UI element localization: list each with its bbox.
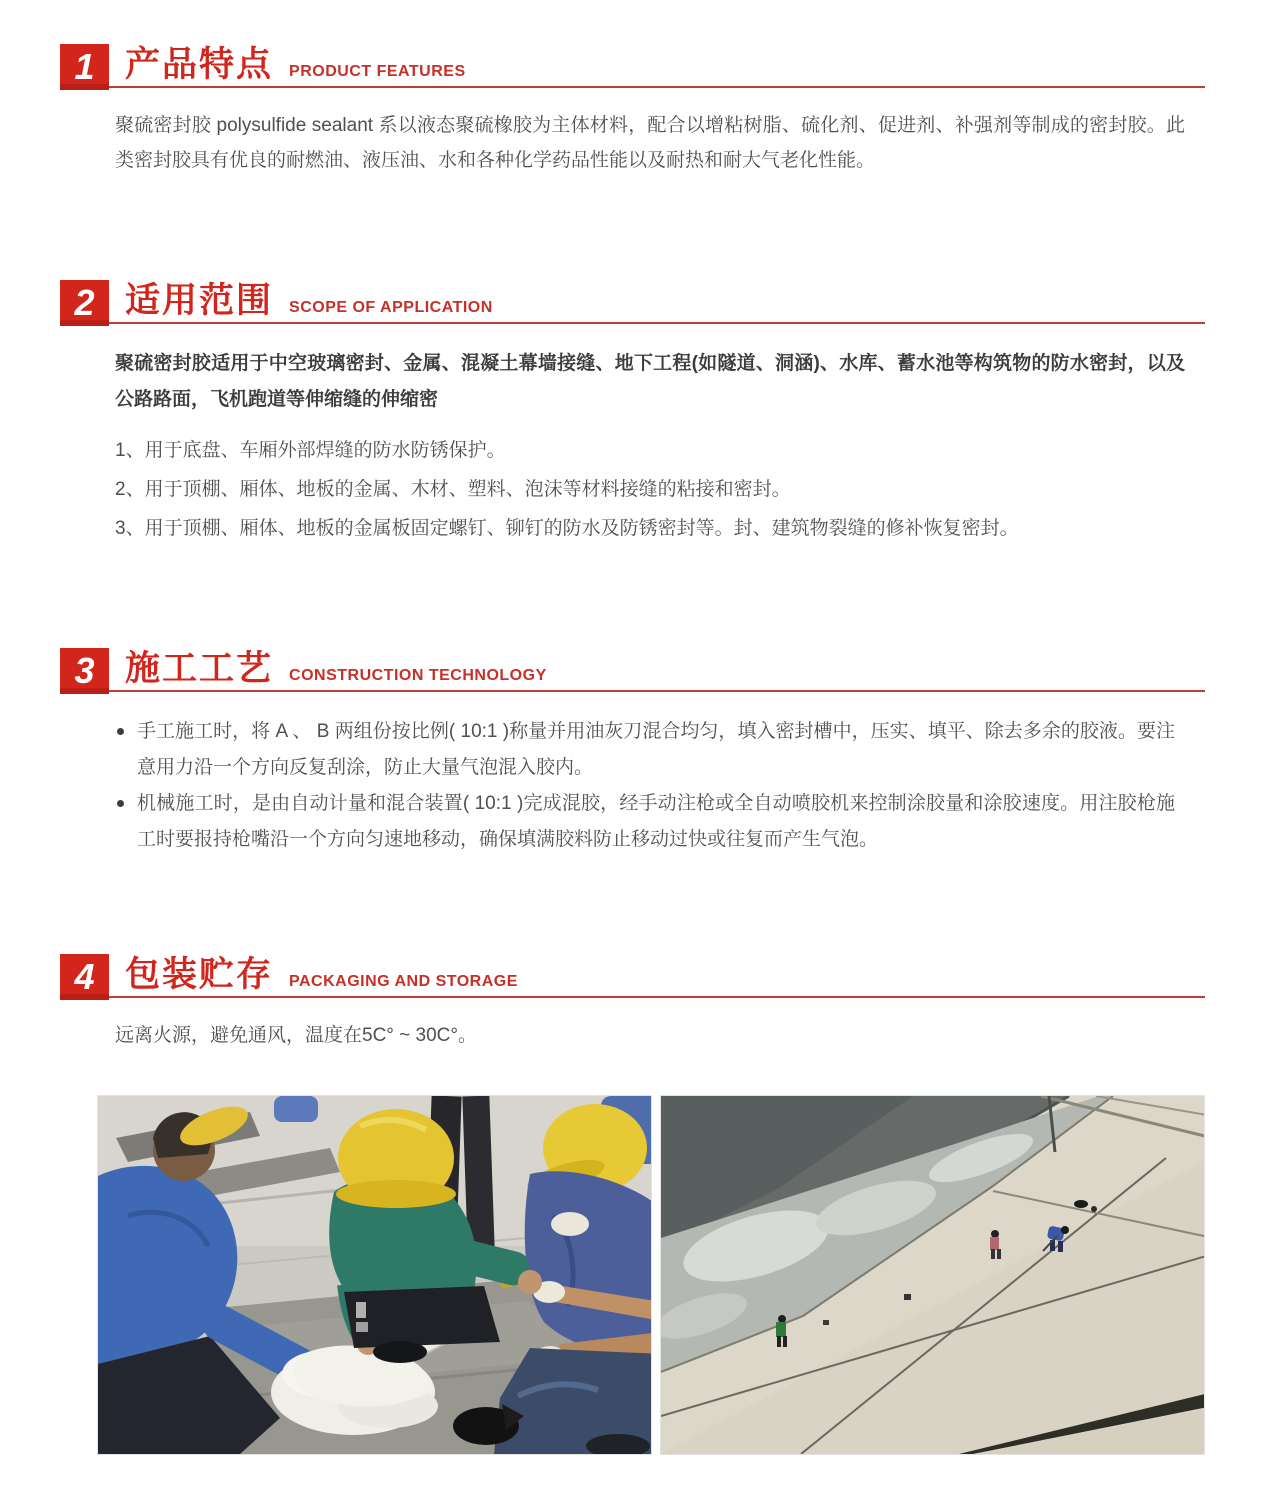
section-3-title-en: CONSTRUCTION TECHNOLOGY [289,667,547,684]
section-2-number-badge: 2 [60,280,109,326]
bullet-dot-icon [117,728,124,735]
product-features-paragraph: 聚硫密封胶 polysulfide sealant 系以液态聚硫橡胶为主体材料，配合以增粘树脂、硫化剂、促进剂、补强剂等制成的密封胶。此类密封胶具有优良的耐燃油、液压油、水和各种化学药品性能以及耐热和耐大气老化性能。 [115,115,1185,171]
photo-row [97,1095,1205,1455]
section-product-features [60,40,1205,178]
section-4-number-badge: 4 [60,954,109,1000]
section-3-number-badge: 3 [60,648,109,694]
section-packaging-and-storage [60,950,1205,1053]
construction-bullet-2 [115,786,1175,858]
section-3-header [60,644,1205,692]
embankment-slope-sealing-photo [660,1095,1205,1455]
section-4-title-en: PACKAGING AND STORAGE [289,973,518,990]
workers-applying-sealant-photo [97,1095,652,1455]
section-2-title-en: SCOPE OF APPLICATION [289,299,493,316]
section-4-header [60,950,1205,998]
section-construction-technology [60,644,1205,858]
scope-lead-paragraph: 聚硫密封胶适用于中空玻璃密封、金属、混凝土幕墙接缝、地下工程(如隧道、洞涵)、水库、蓄水池等构筑物的防水密封，以及公路路面，飞机跑道等伸缩缝的伸缩密 [115,353,1185,410]
scope-list-item-1: 1、用于底盘、车厢外部焊缝的防水防锈保护。 [115,440,506,461]
section-scope-of-application [60,276,1205,548]
scope-numbered-list [115,432,1185,548]
scope-list-item-2: 2、用于顶棚、厢体、地板的金属、木材、塑料、泡沫等材料接缝的粘接和密封。 [115,479,791,500]
construction-bullet-1 [115,714,1175,786]
section-2-header [60,276,1205,324]
scope-list-item-3: 3、用于顶棚、厢体、地板的金属板固定螺钉、铆钉的防水及防锈密封等。封、建筑物裂缝的修补恢复密封。 [115,518,1019,539]
construction-bullet-2-text: 机械施工时，是由自动计量和混合装置( 10:1 )完成混胶，经手动注枪或全自动喷胶机来控制涂胶量和涂胶速度。用注胶枪施工时要报持枪嘴沿一个方向匀速地移动，确保填满胶料防止移动过快或往复而产生气泡。 [137,793,1175,850]
section-1-title-cn: 产品特点 [125,45,274,84]
construction-bullet-list [115,714,1175,858]
section-1-title-en: PRODUCT FEATURES [289,63,466,80]
bullet-dot-icon [117,800,124,807]
section-1-header [60,40,1205,88]
section-2-title-cn: 适用范围 [125,281,274,320]
embankment-slope-illustration [661,1096,1205,1454]
section-1-number-badge: 1 [60,44,109,90]
workers-applying-sealant-illustration [98,1096,652,1454]
construction-bullet-1-text: 手工施工时，将 A 、 B 两组份按比例( 10:1 )称量并用油灰刀混合均匀，填入密封槽中，压实、填平、除去多余的胶液。要注意用力沿一个方向反复刮涂，防止大量气泡混入胶内。 [137,721,1175,778]
section-4-title-cn: 包装贮存 [125,955,274,994]
section-3-title-cn: 施工工艺 [125,649,274,688]
storage-paragraph: 远离火源，避免通风，温度在5C° ~ 30C°。 [115,1025,477,1046]
